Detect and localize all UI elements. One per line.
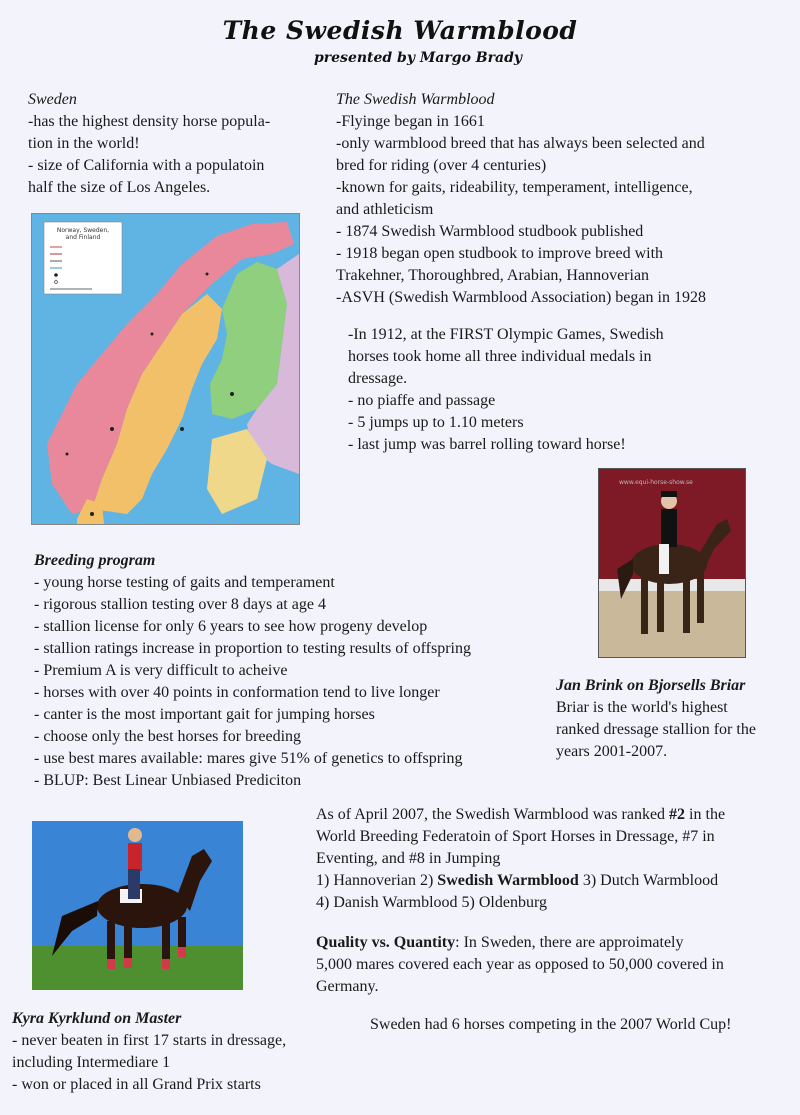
- olympics-line: -In 1912, at the FIRST Olympic Games, Swedish: [348, 326, 664, 343]
- map-graphic: [32, 214, 299, 524]
- legend-symbol: [54, 273, 58, 277]
- sweden-line: -has the highest density horse popula-: [28, 113, 271, 130]
- kyra-photo-graphic: [32, 821, 243, 990]
- kyra-line: - won or placed in all Grand Prix starts: [12, 1076, 261, 1093]
- ranking-line: [316, 870, 725, 892]
- rider-leg: [659, 544, 669, 574]
- briar-heading: Jan Brink on Bjorsells Briar: [556, 677, 746, 694]
- grass: [32, 946, 243, 990]
- ranking-line: 4) Danish Warmblood 5) Oldenburg: [316, 894, 547, 911]
- breeding-line: - young horse testing of gaits and temperament: [34, 574, 335, 591]
- olympics-line: - 5 jumps up to 1.10 meters: [348, 414, 524, 431]
- horse-bandage: [178, 947, 186, 957]
- breeding-line: - stallion ratings increase in proportion to testing results of offspring: [34, 640, 471, 657]
- quality-line: 5,000 mares covered each year as opposed to 50,000 covered in: [316, 956, 724, 973]
- sweden-line: tion in the world!: [28, 135, 140, 152]
- warmblood-line: -only warmblood breed that has always been selected and: [336, 135, 705, 152]
- ranking-section: [316, 804, 725, 914]
- ranking-highlight: #2: [669, 806, 686, 823]
- kyra-caption: [12, 1008, 286, 1096]
- rider-torso: [128, 843, 142, 871]
- olympics-line: - last jump was barrel rolling toward horse!: [348, 436, 626, 453]
- kyra-line: - never beaten in first 17 starts in dressage,: [12, 1032, 287, 1049]
- horse-leg: [697, 573, 704, 623]
- warmblood-line: -known for gaits, rideability, temperament, intelligence,: [336, 179, 693, 196]
- kyra-heading: Kyra Kyrklund on Master: [12, 1010, 182, 1027]
- city-dot: [66, 453, 69, 456]
- sweden-heading: Sweden: [28, 91, 77, 108]
- breeding-line: - canter is the most important gait for jumping horses: [34, 706, 375, 723]
- warmblood-line: bred for riding (over 4 centuries): [336, 157, 547, 174]
- worldcup-section: [370, 1014, 731, 1036]
- city-dot: [90, 512, 94, 516]
- sweden-section: [28, 89, 270, 199]
- breeding-line: - use best mares available: mares give 51% of genetics to offspring: [34, 750, 463, 767]
- city-dot: [110, 427, 114, 431]
- quality-text: : In Sweden, there are approimately: [455, 934, 684, 951]
- olympics-line: dressage.: [348, 370, 408, 387]
- page-subtitle: presented by Margo Brady: [313, 50, 523, 66]
- olympics-line: - no piaffe and passage: [348, 392, 496, 409]
- briar-photo: [598, 468, 746, 658]
- city-dot: [206, 273, 209, 276]
- kyra-line: including Intermediare 1: [12, 1054, 171, 1071]
- warmblood-line: - 1874 Swedish Warmblood studbook published: [336, 223, 644, 240]
- horse-bandage: [124, 958, 132, 968]
- breeding-section: [34, 550, 471, 792]
- warmblood-line: -ASVH (Swedish Warmblood Association) began in 1928: [336, 289, 706, 306]
- ranking-text: As of April 2007, the Swedish Warmblood was ranked: [316, 806, 670, 823]
- ranking-text: 1) Hannoverian 2): [316, 872, 438, 889]
- city-dot: [180, 427, 184, 431]
- briar-line: Briar is the world's highest: [556, 699, 728, 716]
- ranking-line: World Breeding Federatoin of Sport Horses in Dressage, #7 in: [316, 828, 715, 845]
- olympics-section: [348, 324, 664, 456]
- horse-leg: [683, 575, 690, 633]
- rider-torso: [661, 509, 677, 547]
- rider-leg: [128, 869, 140, 899]
- horse-bandage: [107, 959, 115, 969]
- warmblood-section: [336, 89, 706, 309]
- legend-title-1: Norway, Sweden,: [56, 227, 110, 234]
- legend-title-2: and Finland: [65, 234, 101, 241]
- warmblood-line: and athleticism: [336, 201, 434, 218]
- photo-watermark: www.equi-horse-show.se: [619, 479, 693, 486]
- scandinavia-map: [31, 213, 300, 525]
- page-title: The Swedish Warmblood: [222, 16, 578, 45]
- arena-sand: [599, 591, 745, 657]
- breeding-line: - BLUP: Best Linear Unbiased Prediciton: [34, 772, 302, 789]
- horse-bandage: [162, 959, 170, 969]
- warmblood-line: - 1918 began open studbook to improve breed with: [336, 245, 664, 262]
- ranking-highlight: Swedish Warmblood: [437, 872, 579, 889]
- briar-caption: [556, 675, 756, 763]
- quality-heading: Quality vs. Quantity: [316, 934, 456, 951]
- rider-hat: [661, 491, 677, 497]
- briar-line: years 2001-2007.: [556, 743, 668, 760]
- quality-line: [316, 932, 724, 954]
- ranking-text: in the: [685, 806, 726, 823]
- breeding-heading: Breeding program: [34, 552, 156, 569]
- ranking-line: Eventing, and #8 in Jumping: [316, 850, 501, 867]
- worldcup-line: Sweden had 6 horses competing in the 2007 World Cup!: [370, 1016, 732, 1033]
- warmblood-heading: The Swedish Warmblood: [336, 91, 495, 108]
- rider-head: [128, 828, 142, 842]
- quality-line: Germany.: [316, 978, 379, 995]
- briar-photo-graphic: [599, 469, 745, 657]
- ranking-text: 3) Dutch Warmblood: [578, 872, 719, 889]
- quality-section: [316, 932, 724, 998]
- warmblood-line: Trakehner, Thoroughbred, Arabian, Hannoverian: [336, 267, 650, 284]
- city-dot: [230, 392, 234, 396]
- breeding-line: - rigorous stallion testing over 8 days at age 4: [34, 596, 326, 613]
- breeding-line: - horses with over 40 points in conformation tend to live longer: [34, 684, 440, 701]
- breeding-line: - stallion license for only 6 years to see how progeny develop: [34, 618, 428, 635]
- city-dot: [151, 333, 154, 336]
- horse-leg: [657, 577, 664, 632]
- olympics-line: horses took home all three individual medals in: [348, 348, 652, 365]
- horse-leg: [641, 574, 648, 634]
- ranking-line: [316, 804, 725, 826]
- breeding-line: - choose only the best horses for breeding: [34, 728, 302, 745]
- warmblood-line: -Flyinge began in 1661: [336, 113, 485, 130]
- sweden-line: half the size of Los Angeles.: [28, 179, 211, 196]
- briar-line: ranked dressage stallion for the: [556, 721, 756, 738]
- kyra-photo: [32, 821, 243, 990]
- breeding-line: - Premium A is very difficult to acheive: [34, 662, 288, 679]
- sweden-line: - size of California with a populatoin: [28, 157, 265, 174]
